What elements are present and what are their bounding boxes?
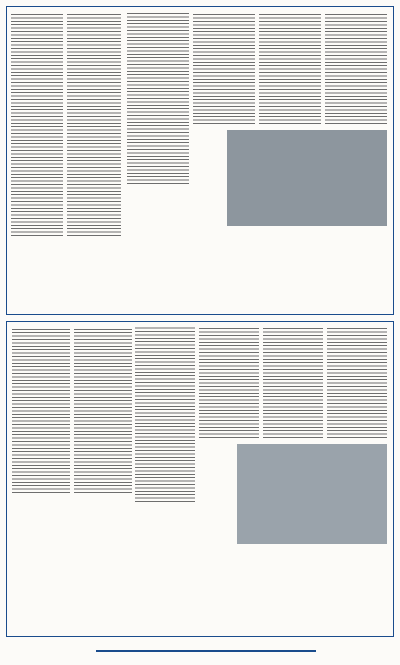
body-column: [263, 326, 323, 438]
side-story: [10, 325, 132, 547]
body-column: [327, 326, 387, 438]
body-column: [127, 12, 189, 184]
body-column: [259, 12, 321, 124]
body-column: [193, 12, 255, 124]
body-column: [199, 326, 259, 438]
body-column: [67, 12, 121, 236]
story-bottom: [6, 6, 394, 315]
page-header: [6, 641, 394, 661]
body-column: [325, 12, 387, 124]
header-rule: [96, 650, 316, 652]
story-top-photo: [237, 444, 387, 544]
body-column: [11, 12, 63, 236]
body-column: [12, 327, 70, 493]
story-bottom-photo: [227, 130, 387, 226]
body-column: [135, 326, 195, 502]
body-column: [74, 327, 132, 493]
